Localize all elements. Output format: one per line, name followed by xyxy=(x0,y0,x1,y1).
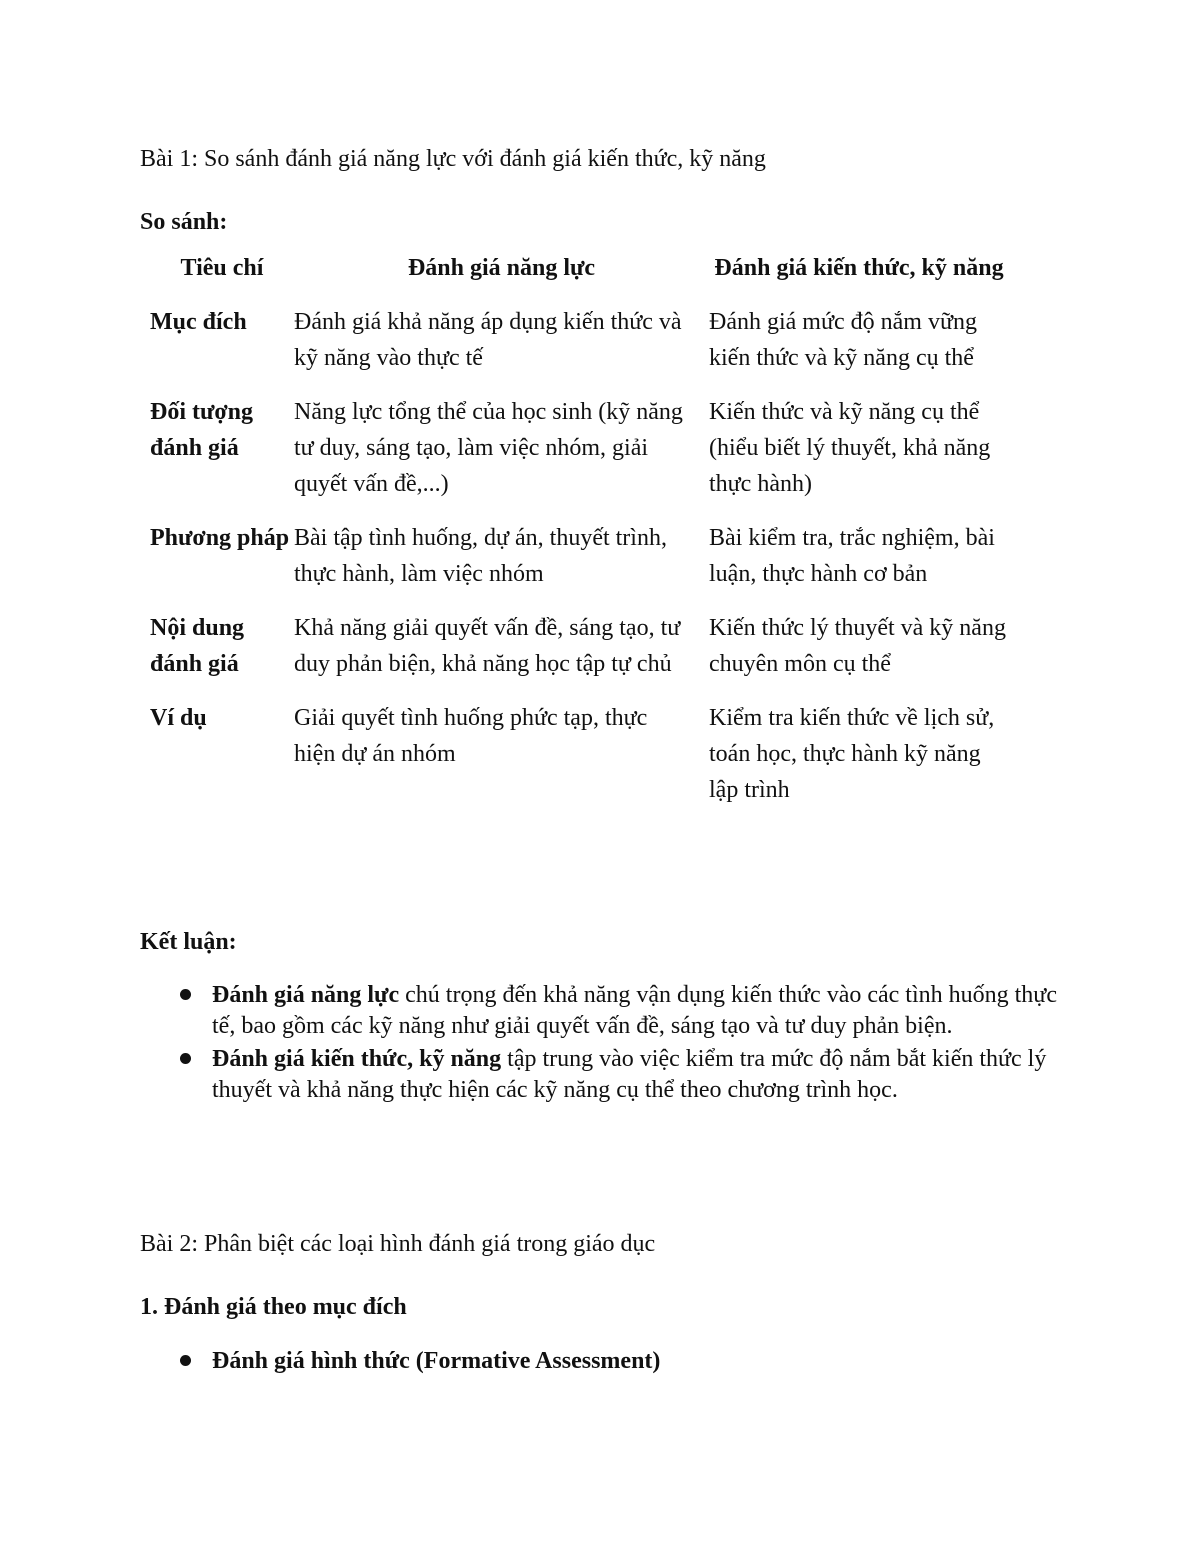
row-criteria: Nội dung đánh giá xyxy=(150,615,245,677)
header-criteria: Tiêu chí xyxy=(180,255,264,281)
conclusion-text: chú trọng đến khả năng vận dụng kiến thức vào các tình huống thực tế, bao gồm các kỹ năng như giải quyết vấn đề, sáng tạo và tư duy phản biện. xyxy=(212,982,1057,1039)
list-item xyxy=(140,1044,1060,1106)
row-criteria: Mục đích xyxy=(150,309,247,335)
table-row xyxy=(140,304,1009,394)
table-header-row xyxy=(140,250,1009,304)
bullet-icon xyxy=(180,1355,191,1366)
table-row xyxy=(140,610,1009,700)
conclusion-bold: Đánh giá kiến thức, kỹ năng xyxy=(212,1046,502,1072)
row-knowledge: Kiến thức và kỹ năng cụ thể (hiểu biết lý thuyết, khả năng thực hành) xyxy=(709,399,991,497)
row-competency: Bài tập tình huống, dự án, thuyết trình, thực hành, làm việc nhóm xyxy=(294,525,667,587)
row-competency: Giải quyết tình huống phức tạp, thực hiện dự án nhóm xyxy=(294,705,648,767)
row-criteria: Ví dụ xyxy=(150,705,207,731)
conclusion-bold: Đánh giá năng lực xyxy=(212,982,400,1008)
row-knowledge: Bài kiểm tra, trắc nghiệm, bài luận, thực hành cơ bản xyxy=(709,525,995,587)
heading-bai-1: Bài 1: So sánh đánh giá năng lực với đánh giá kiến thức, kỹ năng xyxy=(140,146,766,172)
section-title: 1. Đánh giá theo mục đích xyxy=(140,1294,407,1320)
row-criteria: Phương pháp xyxy=(150,525,290,551)
row-knowledge: Kiến thức lý thuyết và kỹ năng chuyên môn cụ thể xyxy=(709,615,1006,677)
header-knowledge: Đánh giá kiến thức, kỹ năng xyxy=(714,255,1004,281)
section-list xyxy=(140,1346,1060,1377)
list-item xyxy=(140,1346,1060,1377)
list-item xyxy=(140,980,1060,1042)
row-knowledge: Đánh giá mức độ nắm vững kiến thức và kỹ năng cụ thể xyxy=(709,309,977,371)
header-competency: Đánh giá năng lực xyxy=(407,255,596,281)
bullet-icon xyxy=(180,989,191,1000)
row-competency: Năng lực tổng thể của học sinh (kỹ năng tư duy, sáng tạo, làm việc nhóm, giải quyết vấn đề,...) xyxy=(294,399,683,497)
row-competency: Khả năng giải quyết vấn đề, sáng tạo, tư duy phản biện, khả năng học tập tự chủ xyxy=(294,615,681,677)
bullet-icon xyxy=(180,1053,191,1064)
conclusion-label: Kết luận: xyxy=(140,929,237,955)
table-row xyxy=(140,394,1009,520)
row-knowledge: Kiểm tra kiến thức về lịch sử, toán học, thực hành kỹ năng lập trình xyxy=(709,705,995,803)
compare-label: So sánh: xyxy=(140,209,228,235)
conclusion-list xyxy=(140,980,1060,1108)
conclusion-text: tập trung vào việc kiểm tra mức độ nắm bắt kiến thức lý thuyết và khả năng thực hiện các kỹ năng cụ thể theo chương trình học. xyxy=(212,1046,1047,1103)
row-competency: Đánh giá khả năng áp dụng kiến thức và kỹ năng vào thực tế xyxy=(294,309,682,371)
row-criteria: Đối tượng đánh giá xyxy=(150,399,254,461)
heading-bai-2: Bài 2: Phân biệt các loại hình đánh giá trong giáo dục xyxy=(140,1231,656,1257)
table-row xyxy=(140,520,1009,610)
section-item-text: Đánh giá hình thức (Formative Assessment) xyxy=(212,1348,661,1374)
comparison-table xyxy=(140,250,1009,826)
table-row xyxy=(140,700,1009,826)
